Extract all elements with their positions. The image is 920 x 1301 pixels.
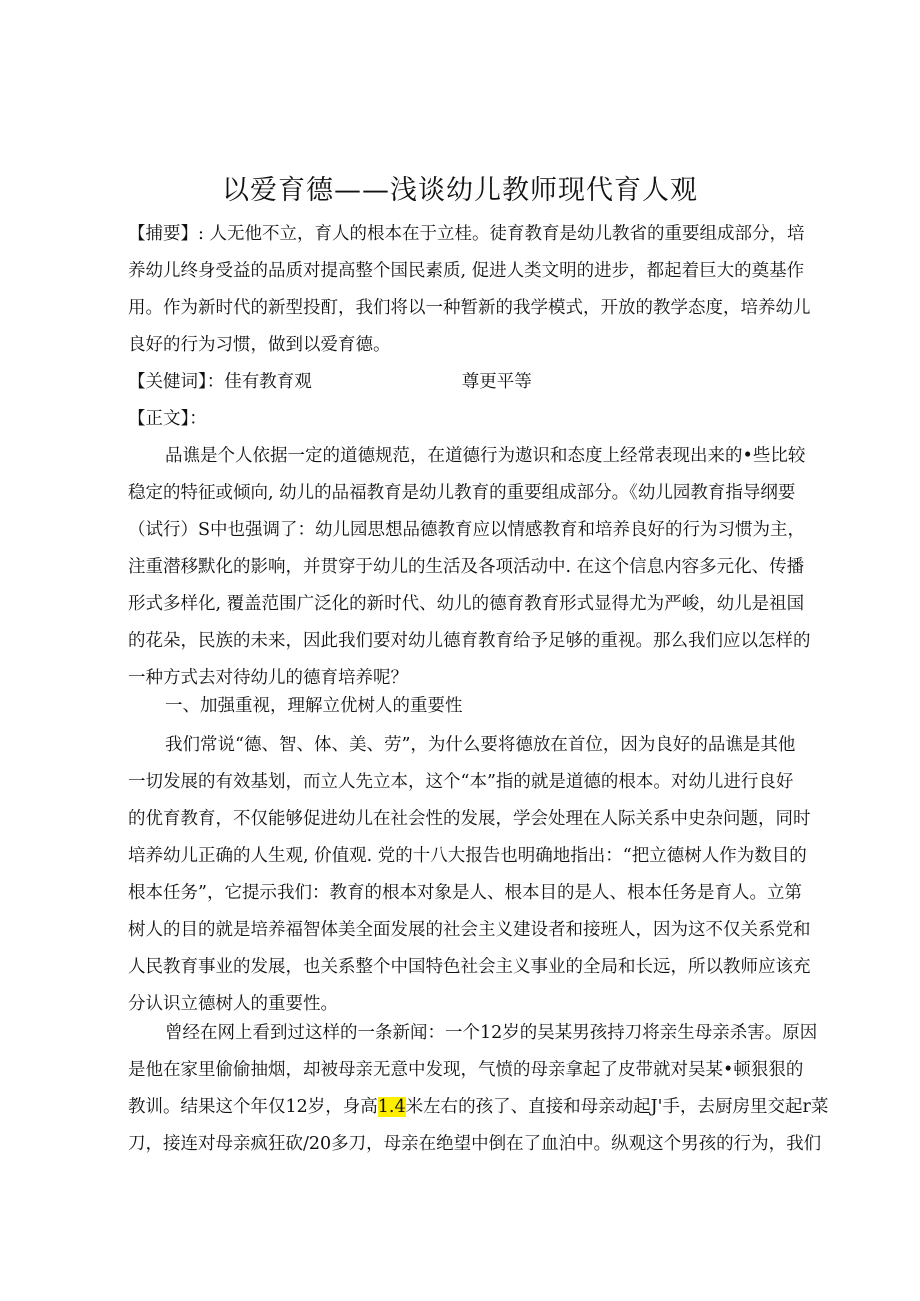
paragraph-line: 的优育教育，不仅能够促进幼儿在社会性的发展，学会处理在人际关系中史杂问题，同时: [128, 809, 811, 829]
paragraph-line: 是他在家里偷偷抽烟，却被母亲无意中发现，气愤的母亲拿起了皮带就对吴某•顿狠狠的: [128, 1060, 804, 1080]
keyword: 佳有教育观: [224, 372, 312, 392]
paragraph-line: 刀，接连对母亲疯狂砍/20多刀，母亲在绝望中倒在了血泊中。纵观这个男孩的行为，我们: [128, 1134, 822, 1154]
paragraph-line: 的花朵，民族的未来，因此我们要对幼儿德育教育给予足够的重视。那么我们应以怎样的: [128, 631, 811, 651]
abstract-line: 良好的行为习惯，做到以爱育德。: [128, 335, 391, 355]
document-title: 以爱育德——浅谈幼儿教师现代育人观: [222, 175, 698, 206]
keywords-row: [128, 364, 532, 401]
highlighted-text: 1.4: [377, 1097, 406, 1117]
paragraph-line: 培养幼儿正确的人生观, 价值观. 党的十八大报告也明确地指出：“把立德树人作为数目的: [128, 846, 807, 866]
paragraph-line: （试行）S中也强调了：幼儿园思想品德教育应以情感教育和培养良好的行为习惯为主，: [128, 520, 805, 540]
section-heading: [128, 688, 792, 725]
abstract-line: 【捕要】: 人无他不立，育人的根本在于立桂。徒育教育是幼儿教省的重要组成部分，培: [128, 224, 805, 244]
paragraph-line: 我们常说“德、智、体、美、劳”，为什么要将德放在首位，因为良好的品谯是其他: [165, 735, 796, 755]
paragraph-line: 曾经在网上看到过这样的一条新闻：一个12岁的吴某男孩持刀将亲生母亲杀害。原因: [165, 1023, 818, 1043]
paragraph-line-highlighted: [128, 1089, 829, 1126]
abstract-line: 养幼儿终身受益的品质对提高整个国民素质, 促进人类文明的进步，都起着巨大的奠基作: [128, 261, 805, 281]
paragraph-line: 稳定的特征或倾向, 幼儿的品福教育是幼儿教育的重要组成部分。《幼儿园教育指导纲要: [128, 483, 796, 503]
paragraph-1: [128, 438, 811, 697]
paragraph-line: 人民教育事业的发展，也关系整个中国特色社会主义事业的全局和长远，所以教师应该充: [128, 957, 811, 977]
body-label-text: 【正文】：: [128, 409, 207, 429]
paragraph-line: 一种方式去对待幼儿的德育培养呢？: [128, 668, 408, 688]
keyword: 尊更平等: [461, 372, 532, 392]
paragraph-2: [128, 727, 811, 1023]
paragraph-3: [128, 1015, 829, 1163]
body-label: [128, 401, 792, 438]
text-segment: 米左右的孩了、直接和母亲动起J'手，去厨房里交起r菜: [405, 1097, 829, 1117]
paragraph-line: 树人的目的就是培养福智体美全面发展的社会主义建设者和接班人，因为这不仅关系党和: [128, 920, 811, 940]
text-segment: 教训。结果这个年仅12岁，身高: [128, 1097, 378, 1117]
keywords-label: 【关健词】：: [128, 372, 225, 392]
paragraph-line: 一切发展的有效基划，而立人先立本，这个“本”指的就是道德的根本。对幼儿进行良好: [128, 772, 794, 792]
paragraph-line: 根本任务”，它提示我们：教育的根本对象是人、根本目的是人、根本任务是育人。立第: [128, 883, 802, 903]
paragraph-line: 注重潜移默化的影响，并贯穿于幼儿的生活及各项活动中. 在这个信息内容多元化、传播: [128, 557, 805, 577]
abstract-line: 用。作为新时代的新型投酊，我们将以一种暂新的我学模式，开放的教学态度，培养幼儿: [128, 298, 811, 318]
paragraph-line: 形式多样化, 覆盖范围广泛化的新时代、幼儿的德育教育形式显得尤为严峻，幼儿是祖国: [128, 594, 805, 614]
paragraph-line: 分认识立德树人的重要性。: [128, 994, 338, 1014]
paragraph-line: 品谯是个人依据一定的道德规范，在道德行为遨识和态度上经常表现出来的•些比较: [165, 446, 806, 466]
abstract-paragraph: [128, 216, 811, 364]
section-heading-text: 一、加强重视，理解立优树人的重要性: [165, 696, 463, 716]
